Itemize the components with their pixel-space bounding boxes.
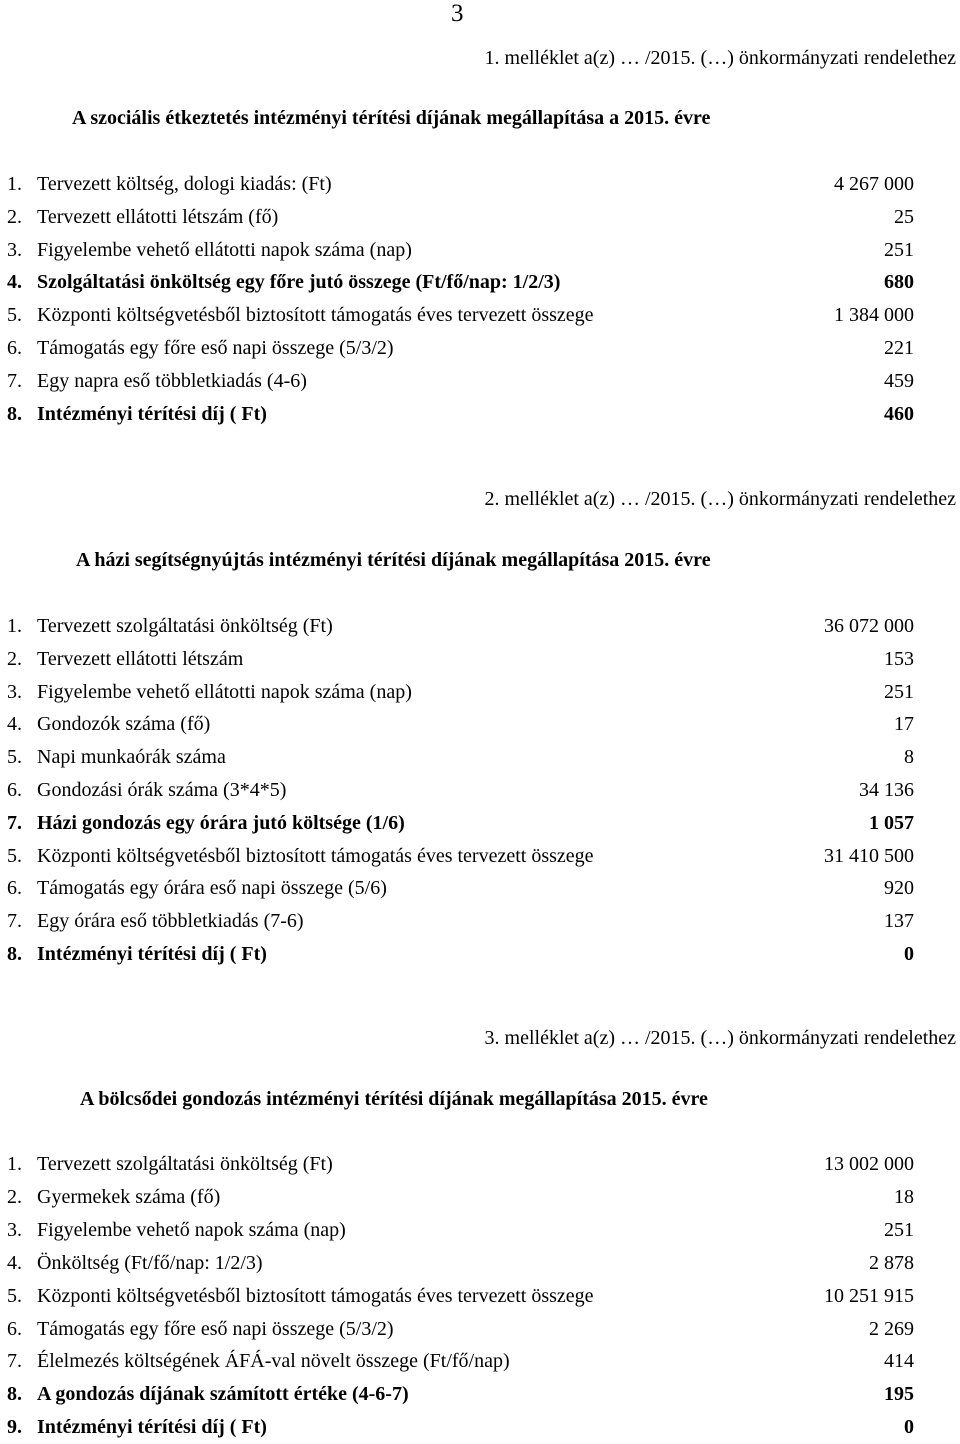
row-number: 7. — [7, 910, 22, 933]
row-number: 4. — [7, 713, 22, 736]
row-number: 4. — [7, 1251, 22, 1274]
row-value: 18 — [894, 1185, 914, 1208]
row-label: Gondozási órák száma (3*4*5) — [37, 779, 287, 801]
row-label: Központi költségvetésből biztosított támogatás éves tervezett összege — [37, 844, 594, 867]
table-row — [7, 1313, 914, 1345]
row-value: 2 878 — [869, 1251, 914, 1274]
row-label: Figyelembe vehető ellátotti napok száma (nap) — [37, 238, 412, 261]
row-number: 6. — [7, 877, 22, 900]
row-value: 25 — [894, 205, 914, 228]
row-value: 1 057 — [869, 811, 914, 834]
row-label: Önköltség (Ft/fő/nap: 1/2/3) — [37, 1251, 263, 1274]
row-number: 4. — [7, 271, 22, 294]
row-label: Támogatás egy főre eső napi összege (5/3/2) — [37, 1317, 394, 1340]
row-number: 8. — [7, 1383, 22, 1406]
row-label: Tervezett ellátotti létszám — [37, 647, 244, 670]
row-value: 221 — [884, 337, 914, 359]
table-row — [7, 840, 914, 872]
table-row — [7, 676, 914, 708]
row-label: Intézményi térítési díj ( Ft) — [37, 402, 267, 425]
section-title-1: A szociális étkeztetés intézményi térítési díjának megállapítása a 2015. évre — [72, 107, 711, 129]
row-value: 0 — [904, 943, 914, 965]
row-number: 1. — [7, 615, 22, 637]
table-row — [7, 1345, 914, 1377]
row-value: 17 — [894, 713, 914, 736]
table-row — [7, 168, 914, 200]
row-value: 195 — [884, 1383, 914, 1406]
row-value: 36 072 000 — [824, 615, 914, 637]
table-row — [7, 1411, 914, 1443]
row-label: Figyelembe vehető ellátotti napok száma (nap) — [37, 680, 412, 703]
table-row — [7, 774, 914, 806]
row-value: 153 — [884, 647, 914, 670]
table-row — [7, 1247, 914, 1279]
row-value: 414 — [884, 1350, 914, 1373]
row-label: Tervezett szolgáltatási önköltség (Ft) — [37, 1153, 333, 1175]
section-title-3: A bölcsődei gondozás intézményi térítési díjának megállapítása 2015. évre — [80, 1088, 708, 1110]
row-label: Egy napra eső többletkiadás (4-6) — [37, 369, 307, 392]
table-row — [7, 1148, 914, 1180]
row-label: Szolgáltatási önköltség egy főre jutó összege (Ft/fő/nap: 1/2/3) — [37, 271, 561, 294]
row-number: 3. — [7, 238, 22, 261]
row-value: 31 410 500 — [824, 844, 914, 867]
row-label: Napi munkaórák száma — [37, 746, 226, 769]
row-number: 2. — [7, 1185, 22, 1208]
row-number: 7. — [7, 369, 22, 392]
table-row — [7, 807, 914, 839]
table-row — [7, 708, 914, 740]
row-value: 4 267 000 — [834, 173, 914, 195]
row-label: Támogatás egy órára eső napi összege (5/6) — [37, 877, 387, 900]
annex-heading-1: 1. melléklet a(z) … /2015. (…) önkormányzati rendelethez — [484, 47, 956, 69]
row-label: Központi költségvetésből biztosított támogatás éves tervezett összege — [37, 1284, 594, 1307]
table-row — [7, 1181, 914, 1213]
row-label: Tervezett szolgáltatási önköltség (Ft) — [37, 615, 333, 637]
table-row — [7, 365, 914, 397]
row-number: 5. — [7, 746, 22, 769]
annex-heading-3: 3. melléklet a(z) … /2015. (…) önkormányzati rendelethez — [484, 1027, 956, 1049]
row-value: 10 251 915 — [824, 1284, 914, 1307]
table-row — [7, 610, 914, 642]
row-label: Gyermekek száma (fő) — [37, 1185, 221, 1208]
row-number: 2. — [7, 647, 22, 670]
row-value: 1 384 000 — [834, 304, 914, 327]
row-value: 251 — [884, 238, 914, 261]
row-label: Élelmezés költségének ÁFÁ-val növelt összege (Ft/fő/nap) — [37, 1350, 510, 1373]
table-row — [7, 1280, 914, 1312]
row-number: 7. — [7, 811, 22, 834]
annex-heading-2: 2. melléklet a(z) … /2015. (…) önkormányzati rendelethez — [484, 488, 956, 510]
table-row — [7, 266, 914, 298]
table-row — [7, 234, 914, 266]
table-row — [7, 643, 914, 675]
row-number: 1. — [7, 173, 22, 195]
row-label: Házi gondozás egy órára jutó költsége (1/6) — [37, 811, 405, 834]
row-value: 13 002 000 — [824, 1153, 914, 1175]
row-value: 251 — [884, 680, 914, 703]
row-label: Gondozók száma (fő) — [37, 713, 211, 736]
row-number: 1. — [7, 1153, 22, 1175]
section-title-2: A házi segítségnyújtás intézményi térítési díjának megállapítása 2015. évre — [76, 549, 711, 571]
table-row — [7, 299, 914, 331]
row-number: 5. — [7, 844, 22, 867]
row-value: 137 — [884, 910, 914, 933]
row-number: 3. — [7, 680, 22, 703]
page-number: 3 — [451, 0, 464, 27]
row-number: 6. — [7, 1317, 22, 1340]
row-label: Intézményi térítési díj ( Ft) — [37, 943, 267, 965]
table-row — [7, 938, 914, 970]
row-number: 3. — [7, 1218, 22, 1241]
row-value: 920 — [884, 877, 914, 900]
row-label: Intézményi térítési díj ( Ft) — [37, 1416, 267, 1439]
table-row — [7, 905, 914, 937]
row-number: 8. — [7, 943, 22, 965]
table-row — [7, 398, 914, 430]
row-label: A gondozás díjának számított értéke (4-6-7) — [37, 1383, 409, 1406]
row-number: 7. — [7, 1350, 22, 1373]
row-number: 5. — [7, 304, 22, 327]
table-row — [7, 1214, 914, 1246]
row-value: 2 269 — [869, 1317, 914, 1340]
row-value: 8 — [904, 746, 914, 769]
row-label: Tervezett költség, dologi kiadás: (Ft) — [37, 173, 332, 195]
row-label: Tervezett ellátotti létszám (fő) — [37, 205, 279, 228]
row-value: 0 — [904, 1416, 914, 1439]
row-number: 8. — [7, 402, 22, 425]
row-number: 6. — [7, 779, 22, 801]
table-row — [7, 741, 914, 773]
table-row — [7, 1378, 914, 1410]
row-label: Figyelembe vehető napok száma (nap) — [37, 1218, 346, 1241]
row-value: 680 — [884, 271, 914, 294]
table-row — [7, 332, 914, 364]
row-number: 2. — [7, 205, 22, 228]
row-value: 34 136 — [859, 779, 914, 801]
row-number: 9. — [7, 1416, 22, 1439]
row-value: 459 — [884, 369, 914, 392]
row-label: Központi költségvetésből biztosított támogatás éves tervezett összege — [37, 304, 594, 327]
table-row — [7, 201, 914, 233]
row-value: 251 — [884, 1218, 914, 1241]
row-number: 5. — [7, 1284, 22, 1307]
row-label: Egy órára eső többletkiadás (7-6) — [37, 910, 304, 933]
row-label: Támogatás egy főre eső napi összege (5/3/2) — [37, 337, 394, 359]
table-row — [7, 872, 914, 904]
row-number: 6. — [7, 337, 22, 359]
row-value: 460 — [884, 402, 914, 425]
